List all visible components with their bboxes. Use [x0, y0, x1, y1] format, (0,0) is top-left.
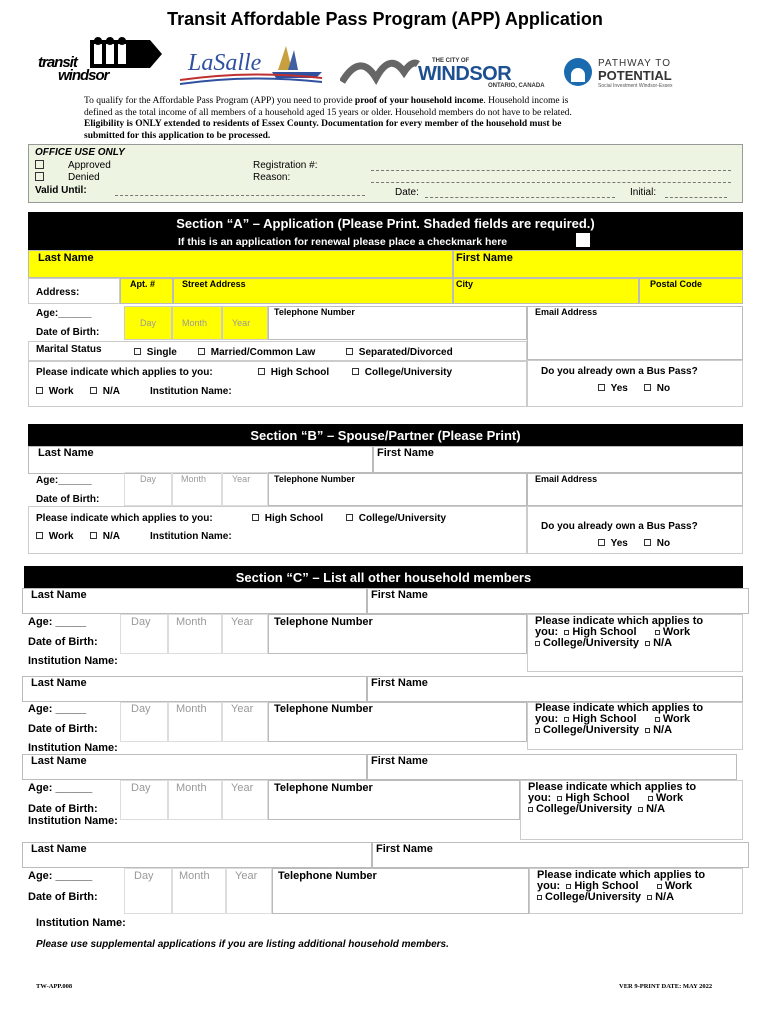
b-dob-label: Date of Birth:	[36, 494, 100, 505]
b-work-option[interactable]: Work	[36, 531, 74, 542]
registration-label: Registration #:	[253, 160, 318, 171]
renewal-checkbox[interactable]	[576, 233, 590, 247]
a-city-field[interactable]	[453, 278, 639, 304]
denied-option[interactable]: Denied	[35, 172, 100, 183]
a-bus-pass-label: Do you already own a Bus Pass?	[541, 366, 698, 377]
a-yes-checkbox[interactable]	[598, 384, 605, 391]
a-apt-label: Apt. #	[130, 279, 156, 289]
initial-label: Initial:	[630, 187, 657, 198]
b-institution-label: Institution Name:	[150, 531, 232, 542]
c3-applies-box	[520, 780, 743, 840]
b-high-school-option[interactable]: High School	[252, 513, 323, 524]
a-month-label: Month	[182, 318, 208, 328]
b-na-checkbox[interactable]	[90, 532, 97, 539]
c1-institution-label: Institution Name:	[28, 655, 118, 667]
c4-telephone-label: Telephone Number	[278, 870, 377, 882]
windsor-small-text: THE CITY OF	[432, 58, 470, 64]
c3-institution-label: Institution Name:	[28, 815, 118, 827]
pathway-to-potential-logo	[562, 56, 692, 92]
b-email-label: Email Address	[535, 474, 598, 484]
b-first-name-label: First Name	[377, 447, 434, 459]
c3-first-name-label: First Name	[371, 755, 428, 767]
a-married-checkbox[interactable]	[198, 348, 205, 355]
valid-until-label: Valid Until:	[35, 185, 87, 196]
section-c-header: Section “C” – List all other household members	[24, 566, 743, 588]
c3-telephone-label: Telephone Number	[274, 782, 373, 794]
c3-dob-label: Date of Birth:	[28, 803, 98, 815]
c4-year-label: Year	[235, 870, 258, 882]
c2-applies: Please indicate which applies to you: High School Work College/University N/A	[535, 702, 704, 736]
b-college-checkbox[interactable]	[346, 514, 353, 521]
supplemental-note: Please use supplemental applications if you are listing additional household members.	[36, 939, 449, 950]
c2-day-label: Day	[131, 703, 151, 715]
transit-windsor-logo	[32, 36, 162, 86]
office-use-box	[28, 144, 743, 203]
date-line[interactable]	[425, 197, 615, 198]
valid-until-line[interactable]	[115, 195, 365, 196]
a-first-name-label: First Name	[456, 252, 513, 264]
b-college-option[interactable]: College/University	[346, 513, 446, 524]
a-last-name-label: Last Name	[38, 252, 94, 264]
b-year-label: Year	[232, 474, 251, 484]
page-title: Transit Affordable Pass Program (APP) Application	[167, 9, 603, 29]
a-high-school-option[interactable]: High School	[258, 367, 329, 378]
city-of-windsor-logo	[340, 52, 550, 92]
c1-applies-box	[527, 614, 743, 672]
b-high-school-checkbox[interactable]	[252, 514, 259, 521]
a-single-checkbox[interactable]	[134, 348, 141, 355]
c2-applies-box	[527, 702, 743, 750]
c1-first-name-label: First Name	[371, 589, 428, 601]
c2-last-name-label: Last Name	[31, 677, 87, 689]
pathway-line1: PATHWAY TO	[598, 58, 671, 69]
c4-institution-label: Institution Name:	[36, 917, 126, 929]
renewal-text: If this is an application for renewal please place a checkmark here	[178, 236, 508, 248]
version-print-date: VER 9-PRINT DATE: MAY 2022	[619, 983, 713, 990]
b-work-checkbox[interactable]	[36, 532, 43, 539]
c2-first-name-label: First Name	[371, 677, 428, 689]
a-single-option[interactable]: Single	[134, 347, 177, 358]
a-year-label: Year	[232, 318, 251, 328]
c2-dob-label: Date of Birth:	[28, 723, 98, 735]
form-number: TW-APP.008	[36, 983, 73, 990]
c3-year-label: Year	[231, 782, 254, 794]
a-bus-pass-no[interactable]: No	[644, 383, 670, 394]
a-married-option[interactable]: Married/Common Law	[198, 347, 315, 358]
c4-last-name-label: Last Name	[31, 843, 87, 855]
windsor-big-text: WINDSOR	[418, 63, 512, 85]
c1-telephone-label: Telephone Number	[274, 616, 373, 628]
section-a-header: Section “A” – Application (Please Print. Shaded fields are required.) If this is an application for renewal please place a checkmark here	[28, 212, 743, 250]
windsor-wordmark: windsor	[58, 67, 109, 84]
c2-age-label: Age: _____	[28, 703, 87, 715]
a-high-school-checkbox[interactable]	[258, 368, 265, 375]
a-postal-label: Postal Code	[650, 279, 703, 289]
b-indicate-label: Please indicate which applies to you:	[36, 513, 213, 524]
b-yes-checkbox[interactable]	[598, 539, 605, 546]
office-use-heading: OFFICE USE ONLY	[35, 147, 125, 158]
b-na-option[interactable]: N/A	[90, 531, 120, 542]
a-marital-label: Marital Status	[36, 344, 102, 355]
a-day-label: Day	[140, 318, 157, 328]
c1-age-label: Age: _____	[28, 616, 87, 628]
c3-day-label: Day	[131, 782, 151, 794]
transit-wordmark: transit	[38, 54, 77, 71]
b-month-label: Month	[181, 474, 207, 484]
b-bus-pass-label: Do you already own a Bus Pass?	[541, 521, 698, 532]
date-label: Date:	[395, 187, 419, 198]
c1-applies: Please indicate which applies to you: High School Work College/University N/A	[535, 615, 704, 649]
b-last-name-label: Last Name	[38, 447, 94, 459]
c3-applies: Please indicate which applies to you: High School Work College/University N/A	[528, 781, 697, 815]
section-b-header: Section “B” – Spouse/Partner (Please Print)	[28, 424, 743, 446]
a-street-label: Street Address	[182, 279, 246, 289]
a-dob-label: Date of Birth:	[36, 327, 100, 338]
a-address-label: Address:	[36, 287, 80, 298]
b-bus-pass-no[interactable]: No	[644, 538, 670, 549]
lasalle-logo	[176, 40, 326, 88]
b-age-label: Age:______	[36, 475, 92, 486]
c4-month-label: Month	[179, 870, 210, 882]
a-college-option[interactable]: College/University	[352, 367, 452, 378]
c4-age-label: Age: ______	[28, 870, 93, 882]
lasalle-wordmark: LaSalle	[188, 50, 262, 76]
c4-dob-label: Date of Birth:	[28, 891, 98, 903]
c2-year-label: Year	[231, 703, 254, 715]
a-separated-option[interactable]: Separated/Divorced	[346, 347, 453, 358]
c1-day-label: Day	[131, 616, 151, 628]
a-college-checkbox[interactable]	[352, 368, 359, 375]
pathway-line2: POTENTIAL	[598, 68, 672, 83]
a-na-checkbox[interactable]	[90, 387, 97, 394]
a-email-label: Email Address	[535, 307, 598, 317]
a-institution-label: Institution Name:	[150, 386, 232, 397]
b-no-checkbox[interactable]	[644, 539, 651, 546]
windsor-sub-text: ONTARIO, CANADA	[488, 83, 545, 89]
a-age-label: Age:______	[36, 308, 92, 319]
c3-age-label: Age: ______	[28, 782, 93, 794]
a-telephone-label: Telephone Number	[274, 307, 355, 317]
b-telephone-label: Telephone Number	[274, 474, 355, 484]
c2-month-label: Month	[176, 703, 207, 715]
b-day-label: Day	[140, 474, 157, 484]
approved-checkbox[interactable]	[35, 160, 44, 169]
b-bus-pass-yes[interactable]: Yes	[598, 538, 628, 549]
approved-option[interactable]: Approved	[35, 160, 111, 171]
intro-paragraph: To qualify for the Affordable Pass Program (APP) you need to provide proof of your household income. Household income is defined as the total income of all members of a household aged 15 years or older. Household members do not have to be related. Eligibility is ONLY extended to residents of Essex County. Documentation for every member of the household must be submitted for this application to be processed.	[84, 96, 572, 141]
c4-applies-box	[529, 868, 743, 914]
c3-month-label: Month	[176, 782, 207, 794]
a-na-option[interactable]: N/A	[90, 386, 120, 397]
a-work-option[interactable]: Work	[36, 386, 74, 397]
c1-month-label: Month	[176, 616, 207, 628]
c4-applies: Please indicate which applies to you: High School Work College/University N/A	[537, 869, 706, 903]
c1-last-name-label: Last Name	[31, 589, 87, 601]
a-separated-checkbox[interactable]	[346, 348, 353, 355]
a-work-checkbox[interactable]	[36, 387, 43, 394]
a-city-label: City	[456, 279, 474, 289]
reason-label: Reason:	[253, 172, 291, 183]
c2-institution-label: Institution Name:	[28, 742, 118, 754]
a-indicate-label: Please indicate which applies to you:	[36, 367, 213, 378]
c3-last-name-label: Last Name	[31, 755, 87, 767]
a-no-checkbox[interactable]	[644, 384, 651, 391]
initial-line[interactable]	[665, 197, 727, 198]
reason-line[interactable]	[371, 182, 731, 183]
c4-first-name-label: First Name	[376, 843, 433, 855]
c2-telephone-label: Telephone Number	[274, 703, 373, 715]
pathway-line3: Social Investment Windsor-Essex	[598, 83, 673, 89]
c1-dob-label: Date of Birth:	[28, 636, 98, 648]
c4-day-label: Day	[134, 870, 154, 882]
c1-year-label: Year	[231, 616, 254, 628]
denied-checkbox[interactable]	[35, 172, 44, 181]
registration-line[interactable]	[371, 170, 731, 171]
a-bus-pass-yes[interactable]: Yes	[598, 383, 628, 394]
